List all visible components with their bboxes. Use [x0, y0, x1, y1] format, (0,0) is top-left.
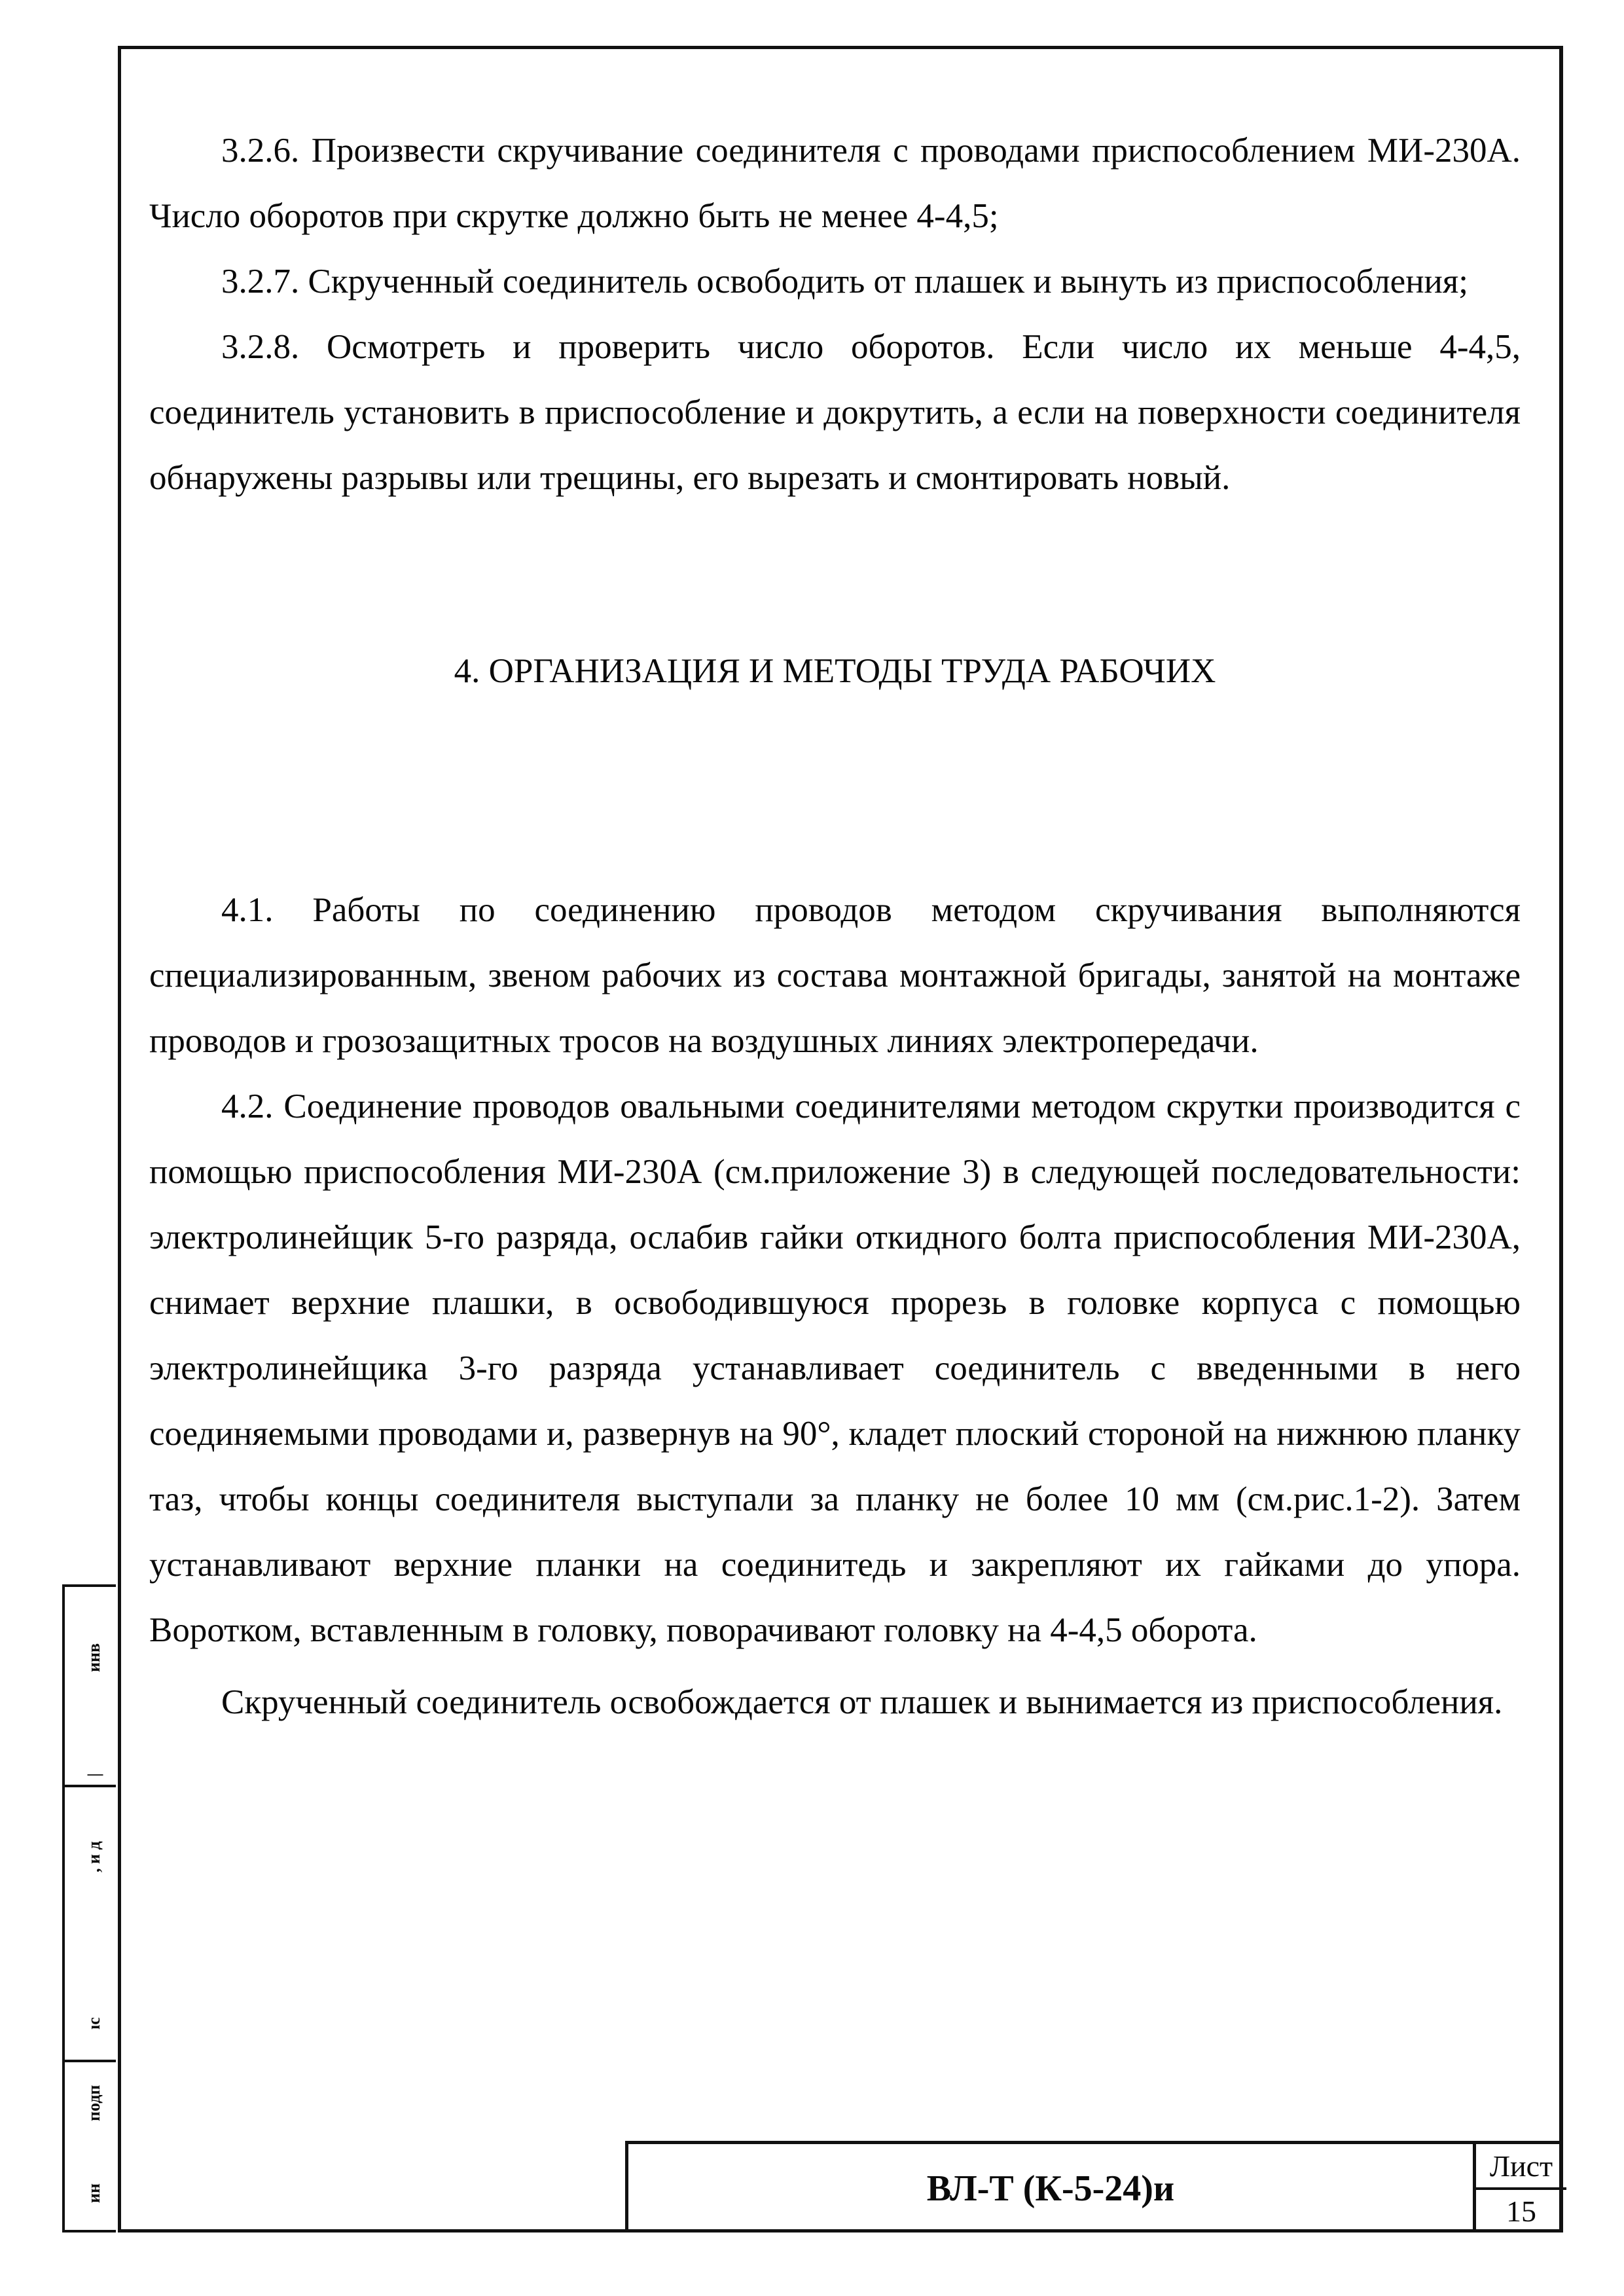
- margin-stamp-cell-inv: [62, 1584, 116, 1787]
- paragraph-4-1: [149, 877, 1521, 1074]
- document-code: ВЛ-Т (К-5-24)и: [926, 2168, 1175, 2209]
- paragraph-number: 3.2.6.: [221, 132, 300, 170]
- margin-stamp-cell-id: [62, 1787, 116, 2062]
- paragraph-text: Скрученный соединитель освобождается от плашек и вынимается из приспособления.: [221, 1683, 1503, 1721]
- paragraph-number: 4.2.: [221, 1087, 274, 1125]
- paragraph-3-2-7: [149, 249, 1521, 314]
- paragraph-number: 3.2.7.: [221, 263, 300, 301]
- section-heading: 4. ОРГАНИЗАЦИЯ И МЕТОДЫ ТРУДА РАБОЧИХ: [454, 652, 1216, 690]
- title-block: [625, 2141, 1563, 2232]
- paragraph-text: Работы по соединению проводов методом скручивания выполняются специализированным, звеном рабочих из состава монтажной бригады, занятой на монтаже проводов и грозозащитных тросов на воздушных линиях электропередачи.: [149, 891, 1521, 1060]
- document-body: [149, 118, 1521, 1735]
- paragraph-text: Произвести скручивание соединителя с проводами приспособлением МИ-230А. Число оборотов при скрутке должно быть не менее 4-4,5;: [149, 132, 1521, 235]
- margin-label-ic: ıc: [84, 2017, 103, 2030]
- margin-label-id: , и д: [84, 1841, 103, 1872]
- margin-stamp-cell-pod: [62, 2062, 116, 2232]
- sheet-cell: [1473, 2144, 1566, 2232]
- paragraph-3-2-8: [149, 314, 1521, 511]
- margin-label-in: ин: [84, 2183, 103, 2203]
- paragraph-number: 3.2.8.: [221, 328, 300, 366]
- paragraph-4-2: [149, 1074, 1521, 1663]
- margin-label-inv: инв: [84, 1643, 103, 1672]
- margin-label-pod: подп: [84, 2085, 103, 2121]
- paragraph-final: [149, 1669, 1521, 1735]
- paragraph-text: Осмотреть и проверить число оборотов. Если число их меньше 4-4,5, соединитель установить в приспособление и докрутить, а если на поверхности соединителя обнаружены разрывы или трещины, его вырезать и смонтировать новый.: [149, 328, 1521, 497]
- paragraph-number: 4.1.: [221, 891, 274, 929]
- paragraph-text: Скрученный соединитель освободить от плашек и вынуть из приспособления;: [308, 263, 1469, 301]
- sheet-number: 15: [1506, 2195, 1536, 2228]
- sheet-label: Лист: [1476, 2144, 1566, 2190]
- paragraph-3-2-6: [149, 118, 1521, 249]
- paragraph-text: Соединение проводов овальными соединителями методом скрутки производится с помощью приспособления МИ-230А (см.приложение 3) в следующей последовательности: электролинейщик 5-го разряда, ослабив гайки откидного болта приспособления МИ-230А, снимает верхние плашки, в освободившуюся прорезь в головке корпуса с помощью электролинейщика 3-го разряда устанавливает соединитель с введенными в него соединяемыми проводами и, развернув на 90°, кладет плоский стороной на нижнюю планку таз, чтобы концы соединителя выступали за планку не более 10 мм (см.рис.1-2). Затем устанавливают верхние планки на соединитедь и закрепляют их гайками до упора. Воротком, вставленным в головку, поворачивают головку на 4-4,5 оборота.: [149, 1087, 1521, 1649]
- margin-label-mark: |: [84, 1773, 103, 1777]
